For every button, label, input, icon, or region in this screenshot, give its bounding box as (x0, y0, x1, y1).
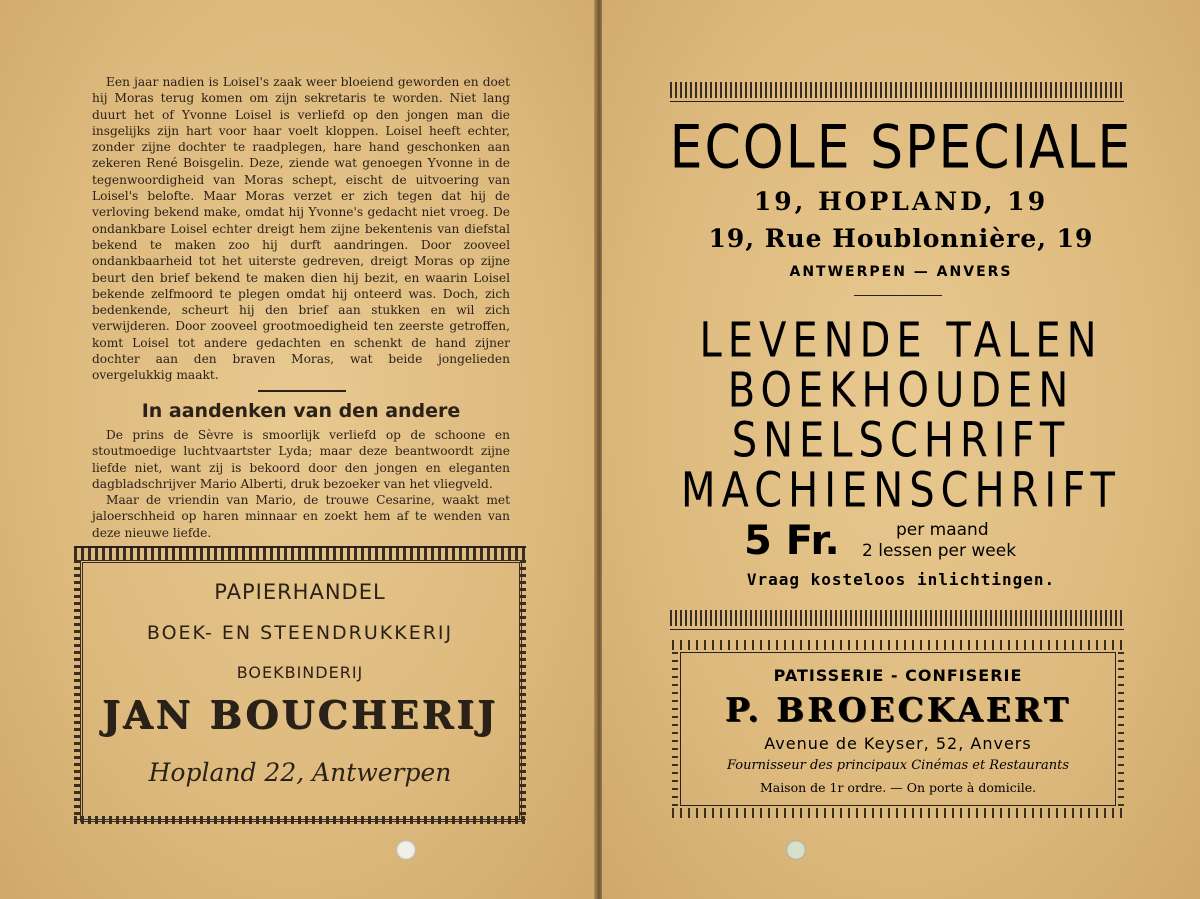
ad-line-patisserie: PATISSERIE - CONFISERIE (773, 666, 1023, 685)
section-text (92, 427, 510, 541)
school-city: ANTWERPEN — ANVERS (789, 264, 1013, 280)
price-block (744, 518, 1064, 564)
course-item: LEVENDE TALEN (699, 313, 1103, 369)
ornament-border-top (672, 640, 1124, 650)
rule-divider (854, 295, 942, 296)
ad-address: Avenue de Keyser, 52, Anvers (764, 734, 1032, 753)
ad-footer-line: Maison de 1r ordre. — On porte à domicile. (759, 780, 1037, 795)
ad-line-drukkerij: BOEK- EN STEENDRUKKERIJ (146, 622, 454, 644)
section-paragraph: Maar de vriendin van Mario, de trouwe Cesarine, waakt met jaloerschheid op haren minnaar en zoekt hem af te wenden van deze nieuwe liefde. (92, 493, 510, 540)
price-period: per maand (896, 520, 989, 540)
story-paragraph: Een jaar nadien is Loisel's zaak weer bloeiend geworden en doet hij Moras terug komen om zijn sekretaris te worden. Niet lang duurt het of Yvonne Loisel is verliefd op den jongen man die insgelijks zijn hart voor haar voelt kloppen. Loisel heeft echter, zonder zijne dochter te raadplegen, hare hand geschonken aan zekeren René Boisgelin. Deze, ziende wat genoegen Yvonne in de tegenwoordigheid van Moras schept, eischt de uitvoering van Loisel's belofte. Maar Moras verzet er zich tegen dat hij de verloving bekend make, omdat hij Yvonne's gedacht niet vroeg. De ondankbare Loisel echter dreigt hem zijne bekentenis van diefstal bekend te maken zoo hij durft aandringen. Door zooveel ondankbaarheid tot het uiterste gedreven, dreigt Moras op zijne beurt den brief bekend te maken dien hij bezit, en waarin Loisel bekende zelfmoord te plegen omdat hij onteerd was. Doch, zich bedenkende, scheurt hij den brief aan stukken en wil zich verwijderen. Door zooveel grootmoedigheid ten zeerste getroffen, komt Loisel tot andere gedachten en schenkt de hand zijner dochter aan den braven Moras, wat beide jongelieden overgelukkig maakt. (92, 75, 510, 383)
advertisement-broeckaert (672, 640, 1124, 818)
school-title: ECOLE SPECIALE (669, 113, 1133, 183)
section-divider (258, 390, 346, 392)
ornament-border-bottom (74, 816, 526, 824)
ornament-border-top (74, 546, 526, 560)
course-item: SNELSCHRIFT (731, 413, 1071, 469)
punch-hole (786, 840, 806, 860)
ad-line-papierhandel: PAPIERHANDEL (214, 580, 386, 604)
punch-hole (396, 840, 416, 860)
left-page (0, 0, 596, 899)
course-item: BOEKHOUDEN (727, 363, 1075, 419)
price-lessons: 2 lessen per week (862, 541, 1017, 561)
section-paragraph: De prins de Sèvre is smoorlijk verliefd op de schoone en stoutmoedige luchtvaartster Lyda; maar deze beantwoordt zijne liefde niet, want zij is bekoord door den jongen en eleganten dagbladschrijver Mario Alberti, druk bezoeker van het vliegveld. (92, 428, 510, 491)
ad-supplier-line: Fournisseur des principaux Cinémas et Restaurants (726, 758, 1070, 773)
ornament-band-top (670, 82, 1124, 98)
price-amount: 5 Fr. (744, 518, 840, 564)
advertisement-boucherij (74, 546, 526, 824)
ad-address: Hopland 22, Antwerpen (148, 758, 452, 787)
school-address-dutch: 19, HOPLAND, 19 (753, 187, 1049, 216)
story-text (92, 74, 510, 384)
info-request: Vraag kosteloos inlichtingen. (746, 570, 1056, 589)
ornament-band-middle (670, 610, 1124, 626)
ornament-border-bottom (672, 808, 1124, 818)
school-address-french: 19, Rue Houblonnière, 19 (708, 224, 1094, 253)
ad-company-name: P. BROECKAERT (724, 690, 1072, 729)
section-title: In aandenken van den andere (141, 400, 461, 422)
ad-company-name: JAN BOUCHERIJ (102, 692, 498, 737)
ad-line-boekbinderij: BOEKBINDERIJ (236, 663, 364, 682)
course-item: MACHIENSCHRIFT (681, 463, 1121, 519)
